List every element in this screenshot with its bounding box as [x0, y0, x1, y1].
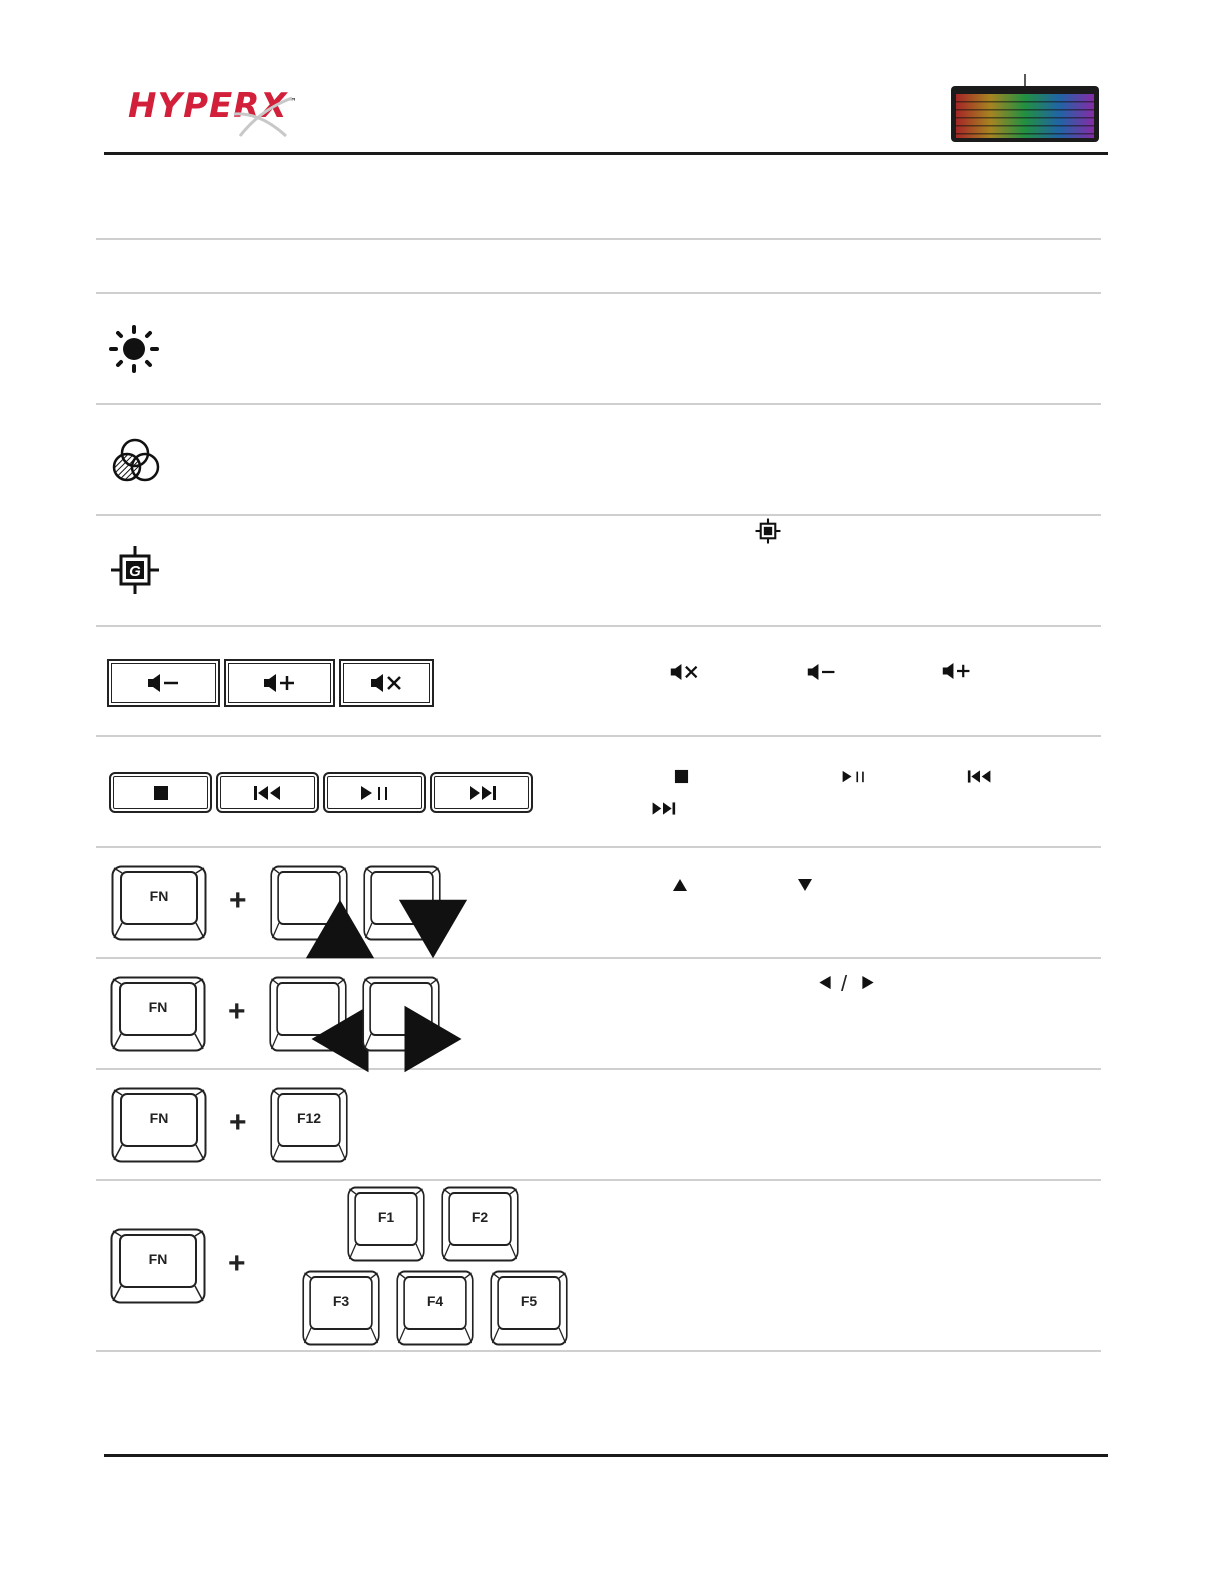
f4-key[interactable]: [396, 1270, 474, 1346]
table-rule: [96, 846, 1101, 848]
keyboard-image: [950, 72, 1100, 144]
fn-key-label: FN: [148, 1251, 168, 1267]
game-mode-small-icon: [755, 518, 781, 544]
stop-icon: [674, 769, 689, 784]
hyperx-logo-swoosh: [230, 84, 300, 140]
arrow-right-icon: [394, 1001, 472, 1077]
table-rule: [96, 403, 1101, 405]
fn-key-label: FN: [148, 999, 168, 1015]
next-track-icon: [467, 785, 497, 801]
color-effect-icon: [108, 434, 164, 486]
f3-key[interactable]: [302, 1270, 380, 1346]
f3-key-label: F3: [332, 1293, 350, 1309]
play-pause-icon: [841, 769, 867, 784]
media-keys: [109, 772, 533, 813]
fn-key[interactable]: [111, 865, 207, 941]
plus-sign: +: [229, 1106, 247, 1139]
f2-key[interactable]: [441, 1186, 519, 1262]
arrow-down-icon: [797, 878, 813, 892]
hyperx-logo: HYPERX™: [128, 86, 298, 126]
plus-sign: +: [228, 1247, 246, 1280]
volume-up-icon: [262, 673, 298, 693]
table-rule: [96, 1068, 1101, 1070]
play-pause-key[interactable]: [323, 772, 426, 813]
table-rule: [96, 625, 1101, 627]
mute-icon: [669, 663, 701, 681]
f12-key-label: F12: [296, 1110, 322, 1126]
volume-up-icon: [941, 662, 973, 680]
fn-key[interactable]: [110, 1228, 206, 1304]
svg-text:G: G: [129, 563, 141, 580]
arrow-down-key[interactable]: [363, 865, 441, 941]
arrow-up-icon: [672, 878, 688, 892]
f2-key-label: F2: [471, 1209, 489, 1225]
f5-key-label: F5: [520, 1293, 538, 1309]
fn-key[interactable]: [110, 976, 206, 1052]
table-rule: [96, 957, 1101, 959]
f5-key[interactable]: [490, 1270, 568, 1346]
stop-key[interactable]: [109, 772, 212, 813]
previous-track-icon: [967, 769, 993, 784]
plus-sign: +: [229, 884, 247, 917]
next-track-icon: [650, 801, 676, 816]
previous-track-icon: [253, 785, 283, 801]
arrow-left-key[interactable]: [269, 976, 347, 1052]
header-rule: [104, 152, 1108, 155]
brightness-icon: [108, 325, 160, 377]
table-rule: [96, 735, 1101, 737]
stop-icon: [153, 785, 169, 801]
volume-up-key[interactable]: [224, 659, 335, 707]
arrow-right-icon: [861, 975, 875, 990]
arrow-left-icon: [818, 975, 832, 990]
next-track-key[interactable]: [430, 772, 533, 813]
fn-key[interactable]: [111, 1087, 207, 1163]
f12-key[interactable]: [270, 1087, 348, 1163]
volume-down-key[interactable]: [107, 659, 220, 707]
f1-key-label: F1: [377, 1209, 395, 1225]
table-rule: [96, 292, 1101, 294]
table-rule: [96, 514, 1101, 516]
fn-key-label: FN: [149, 888, 169, 904]
fn-key-label: FN: [149, 1110, 169, 1126]
plus-sign: +: [228, 995, 246, 1028]
game-mode-icon: [110, 545, 160, 595]
arrow-down-icon: [394, 891, 472, 967]
volume-down-icon: [806, 663, 838, 681]
table-rule: [96, 238, 1101, 240]
arrow-right-key[interactable]: [362, 976, 440, 1052]
mute-key[interactable]: [339, 659, 434, 707]
table-rule: [96, 1179, 1101, 1181]
table-rule: [96, 1350, 1101, 1352]
volume-keys: [107, 659, 434, 707]
arrow-up-key[interactable]: [270, 865, 348, 941]
play-pause-icon: [359, 785, 391, 801]
volume-down-icon: [146, 673, 182, 693]
previous-track-key[interactable]: [216, 772, 319, 813]
arrow-separator: /: [841, 971, 848, 996]
f4-key-label: F4: [426, 1293, 444, 1309]
f1-key[interactable]: [347, 1186, 425, 1262]
header: [0, 0, 1224, 160]
footer-rule: [104, 1454, 1108, 1457]
mute-icon: [369, 673, 405, 693]
